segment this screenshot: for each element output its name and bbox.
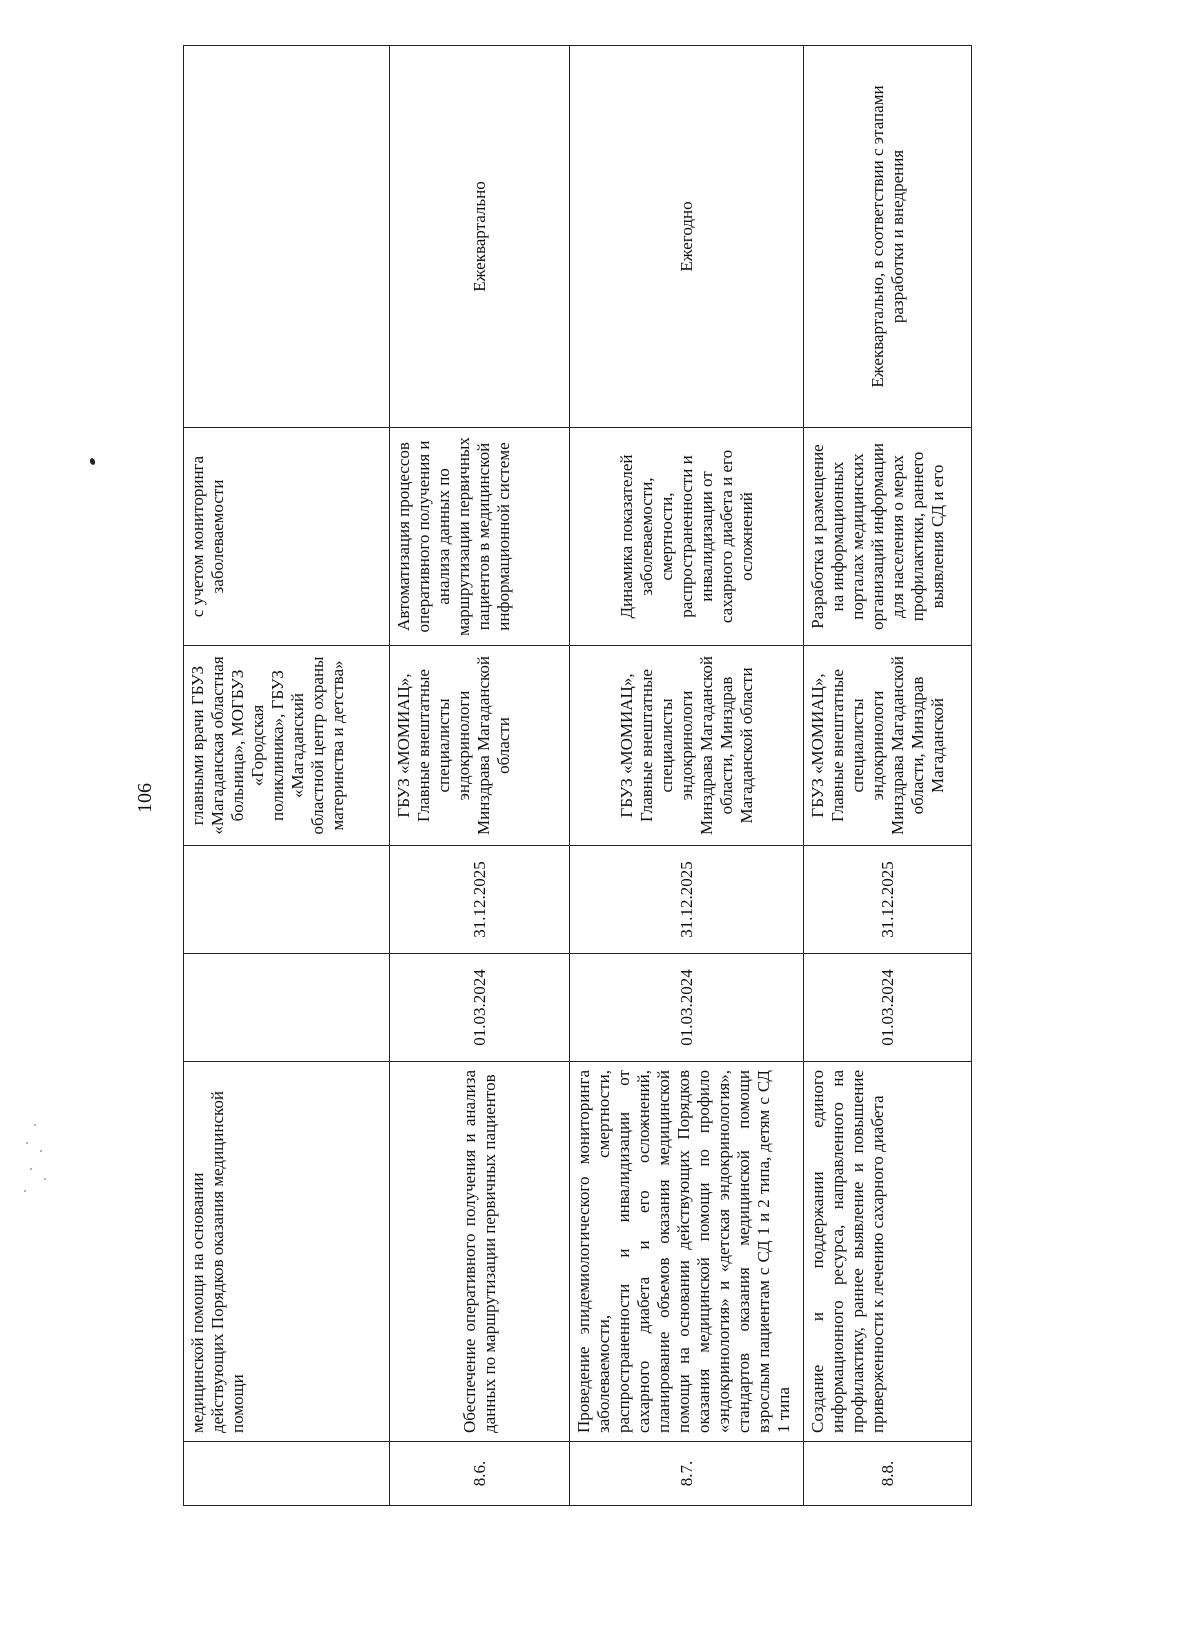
- start-date-cell: 01.03.2024: [390, 954, 570, 1062]
- end-date-cell: 31.12.2025: [390, 846, 570, 954]
- end-date-cell: 31.12.2025: [804, 846, 972, 954]
- table-row: [390, 46, 570, 1506]
- task-cell: Создание и поддержании единого информационного ресурса, направленного на профилактику, раннее выявление и повышение приверженности к лечению сахарного диабета: [804, 1062, 972, 1442]
- row-number: [184, 1442, 390, 1506]
- table-row: [184, 46, 390, 1506]
- result-cell: Динамика показателей заболеваемости, смертности, распространенности и инвалидизации от сахарного диабета и его осложнений: [570, 428, 804, 646]
- start-date-cell: 01.03.2024: [804, 954, 972, 1062]
- row-number: 8.7.: [570, 1442, 804, 1506]
- scan-speck: [89, 457, 96, 465]
- period-cell: Ежеквартально: [390, 46, 570, 428]
- start-date-cell: 01.03.2024: [570, 954, 804, 1062]
- scan-noise: [20, 1120, 56, 1200]
- plan-table: [183, 45, 972, 1506]
- responsible-cell: главными врачи ГБУЗ «Магаданская областная больница», МОГБУЗ «Городская поликлиника», ГБУЗ «Магаданский областной центр охраны материнства и детства»: [184, 646, 390, 846]
- page-number: 106: [134, 783, 156, 813]
- responsible-cell: ГБУЗ «МОМИАЦ», Главные внештатные специалисты эндокринологи Минздрава Магаданской области, Минздрав Магаданской: [804, 646, 972, 846]
- responsible-cell: ГБУЗ «МОМИАЦ», Главные внештатные специалисты эндокринологи Минздрава Магаданской области, Минздрав Магаданской области: [570, 646, 804, 846]
- task-cell: Проведение эпидемиологического мониторинга заболеваемости, смертности, распространенности и инвалидизации от сахарного диабета и его осложнений, планирование объемов оказания медицинской помощи на основании действующих Порядков оказания медицинской помощи по профило «эндокринология» и «детская эндокринология», стандартов оказания медицинской помощи взрослым пациентам с СД 1 и 2 типа, детям с СД 1 типа: [570, 1062, 804, 1442]
- task-cell: Обеспечение оперативного получения и анализа данных по маршрутизации первичных пациентов: [390, 1062, 570, 1442]
- table-row: [804, 46, 972, 1506]
- rotated-page: [183, 46, 971, 1506]
- row-number: 8.6.: [390, 1442, 570, 1506]
- start-date-cell: [184, 954, 390, 1062]
- result-cell: с учетом мониторинга заболеваемости: [184, 428, 390, 646]
- table-row: [570, 46, 804, 1506]
- task-cell: медицинской помощи на основании действующих Порядков оказания медицинской помощи: [184, 1062, 390, 1442]
- end-date-cell: [184, 846, 390, 954]
- period-cell: [184, 46, 390, 428]
- period-cell: Ежеквартально, в соответствии с этапами разработки и внедрения: [804, 46, 972, 428]
- row-number: 8.8.: [804, 1442, 972, 1506]
- responsible-cell: ГБУЗ «МОМИАЦ», Главные внештатные специалисты эндокринологи Минздрава Магаданской области: [390, 646, 570, 846]
- result-cell: Разработка и размещение на информационных порталах медицинских организаций информации для населения о мерах профилактики, раннего выявления СД и его: [804, 428, 972, 646]
- period-cell: Ежегодно: [570, 46, 804, 428]
- end-date-cell: 31.12.2025: [570, 846, 804, 954]
- result-cell: Автоматизация процессов оперативного получения и анализа данных по маршрутизации первичных пациентов в медицинской информационной системе: [390, 428, 570, 646]
